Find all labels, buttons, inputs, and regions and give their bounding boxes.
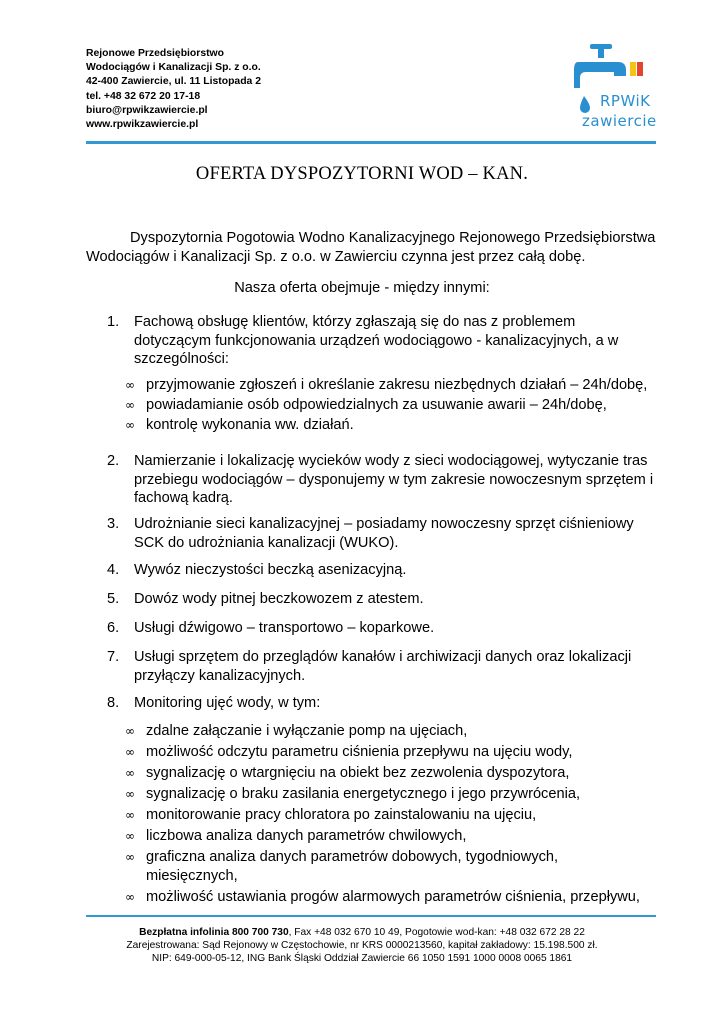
list-item-text: Usługi sprzętem do przeglądów kanałów i archiwizacji danych oraz lokalizacji — [134, 649, 632, 665]
logo-city-name: zawiercie — [582, 112, 657, 130]
infinity-bullet-icon: ∞ — [125, 766, 135, 780]
offer-list-item — [107, 619, 667, 638]
list-item-text: fachową kadrą. — [134, 490, 233, 507]
list-item-number: 7. — [107, 649, 120, 665]
bullet-item — [125, 743, 665, 762]
infinity-bullet-icon: ∞ — [125, 850, 135, 864]
company-address-block — [86, 47, 261, 132]
company-name-line: Rejonowe Przedsiębiorstwo — [86, 48, 224, 59]
company-name-line: Wodociągów i Kanalizacji Sp. z o.o. — [86, 62, 261, 74]
bullet-text: liczbowa analiza danych parametrów chwilowych, — [146, 828, 467, 844]
list-item-text: Wywóz nieczystości beczką asenizacyjną. — [134, 562, 407, 578]
bullet-item — [125, 827, 665, 846]
bullet-item — [125, 764, 665, 783]
document-title: OFERTA DYSPOZYTORNI WOD – KAN. — [195, 164, 529, 184]
list-item-text: przyłączy kanalizacyjnych. — [134, 667, 306, 684]
list-item-text: SCK do udrożniania kanalizacji (WUKO). — [134, 534, 399, 551]
infinity-bullet-icon: ∞ — [125, 398, 135, 412]
bullet-text: przyjmowanie zgłoszeń i określanie zakresu niezbędnych działań – 24h/dobę, — [146, 377, 648, 393]
footer-divider — [86, 915, 656, 917]
bullet-text: powiadamianie osób odpowiedzialnych za usuwanie awarii – 24h/dobę, — [146, 397, 607, 413]
bullet-text: kontrolę wykonania ww. działań. — [146, 417, 354, 433]
list-item-number: 5. — [107, 591, 120, 607]
infinity-bullet-icon: ∞ — [125, 787, 135, 801]
offer-list-item — [107, 561, 667, 580]
bullet-item — [125, 888, 665, 907]
list-item-number: 8. — [107, 695, 120, 711]
header-divider — [86, 141, 656, 144]
company-email-line: biuro@rpwikzawiercie.pl — [86, 104, 208, 116]
infinity-bullet-icon: ∞ — [125, 724, 135, 738]
infinity-bullet-icon: ∞ — [125, 808, 135, 822]
list-item-number: 1. — [107, 314, 120, 330]
list-item-text: przebiegu wodociągów – dysponujemy w tym zakresie nowoczesnym sprzętem i — [134, 471, 654, 488]
bullet-item — [125, 376, 665, 395]
list-item-text: Dowóz wody pitnej beczkowozem z atestem. — [134, 591, 424, 607]
list-item-number: 2. — [107, 453, 120, 469]
infinity-bullet-icon: ∞ — [125, 890, 135, 904]
bullet-text: zdalne załączanie i wyłączanie pomp na ujęciach, — [146, 723, 468, 739]
list-item-text: Fachową obsługę klientów, którzy zgłaszają się do nas z problemem — [134, 314, 576, 330]
list-item-number: 4. — [107, 562, 120, 578]
page-footer — [0, 926, 724, 966]
footer-bank-line: NIP: 649-000-05-12, ING Bank Śląski Oddział Zawiercie 66 1050 1591 1000 0008 0065 1861 — [151, 953, 573, 965]
bullet-text: sygnalizację o wtargnięciu na obiekt bez zezwolenia dyspozytora, — [146, 765, 570, 781]
offer-list-item — [107, 694, 667, 713]
infinity-bullet-icon: ∞ — [125, 378, 135, 392]
company-phone-line: tel. +48 32 672 20 17-18 — [86, 90, 201, 102]
offer-list-item — [107, 313, 667, 369]
list-item-text: Usługi dźwigowo – transportowo – koparkowe. — [134, 620, 435, 636]
offer-list-item — [107, 590, 667, 609]
bullet-item — [125, 848, 665, 885]
company-address-line: 42-400 Zawiercie, ul. 11 Listopada 2 — [86, 76, 261, 88]
intro-line: Dyspozytornia Pogotowia Wodno Kanalizacyjnego Rejonowego Przedsiębiorstwa — [130, 230, 656, 246]
footer-contact-line — [0, 926, 724, 939]
offer-list-item — [107, 648, 667, 685]
bullet-text: monitorowanie pracy chloratora po zainstalowaniu na ujęciu, — [146, 807, 537, 823]
footer-infoline: Bezpłatna infolinia 800 700 730 — [139, 927, 289, 938]
infinity-bullet-icon: ∞ — [125, 745, 135, 759]
list-item-text: Udrożnianie sieci kanalizacyjnej – posiadamy nowoczesny sprzęt ciśnieniowy — [134, 516, 634, 532]
list-item-number: 6. — [107, 620, 120, 636]
logo-wordmark: RPWiK — [600, 92, 651, 110]
bullet-item — [125, 806, 665, 825]
intro-line: Wodociągów i Kanalizacji Sp. z o.o. w Zawierciu czynna jest przez całą dobę. — [86, 248, 586, 265]
list-item-number: 3. — [107, 516, 120, 532]
company-website-line: www.rpwikzawiercie.pl — [86, 119, 199, 131]
list-item-text: Namierzanie i lokalizację wycieków wody z sieci wodociągowej, wytyczanie tras — [134, 453, 648, 469]
bullet-item — [125, 416, 665, 435]
list-item-text: dotyczącym funkcjonowania urządzeń wodociągowo - kanalizacyjnych, a w — [134, 332, 619, 349]
list-item-text: szczególności: — [134, 351, 229, 368]
offer-list-item — [107, 515, 667, 552]
bullet-text: możliwość ustawiania progów alarmowych parametrów ciśnienia, przepływu, — [146, 889, 640, 905]
bullet-text: graficzna analiza danych parametrów dobowych, tygodniowych, — [146, 849, 559, 865]
bullet-item — [125, 396, 665, 415]
bullet-text: miesięcznych, — [146, 867, 238, 884]
infinity-bullet-icon: ∞ — [125, 418, 135, 432]
bullet-text: sygnalizację o braku zasilania energetycznego i jego przywrócenia, — [146, 786, 581, 802]
footer-contact-rest: , Fax +48 032 670 10 49, Pogotowie wod-kan: +48 032 672 28 22 — [288, 927, 585, 938]
bullet-item — [125, 722, 665, 741]
offer-intro-line: Nasza oferta obejmuje - między innymi: — [234, 280, 490, 296]
infinity-bullet-icon: ∞ — [125, 829, 135, 843]
list-item-text: Monitoring ujęć wody, w tym: — [134, 695, 321, 711]
offer-list-item — [107, 452, 667, 508]
bullet-text: możliwość odczytu parametru ciśnienia przepływu na ujęciu wody, — [146, 744, 573, 760]
intro-paragraph — [86, 229, 660, 266]
bullet-item — [125, 785, 665, 804]
footer-registration-line: Zarejestrowana: Sąd Rejonowy w Częstochowie, nr KRS 0000213560, kapitał zakładowy: 15.198.500 zł. — [126, 940, 598, 952]
